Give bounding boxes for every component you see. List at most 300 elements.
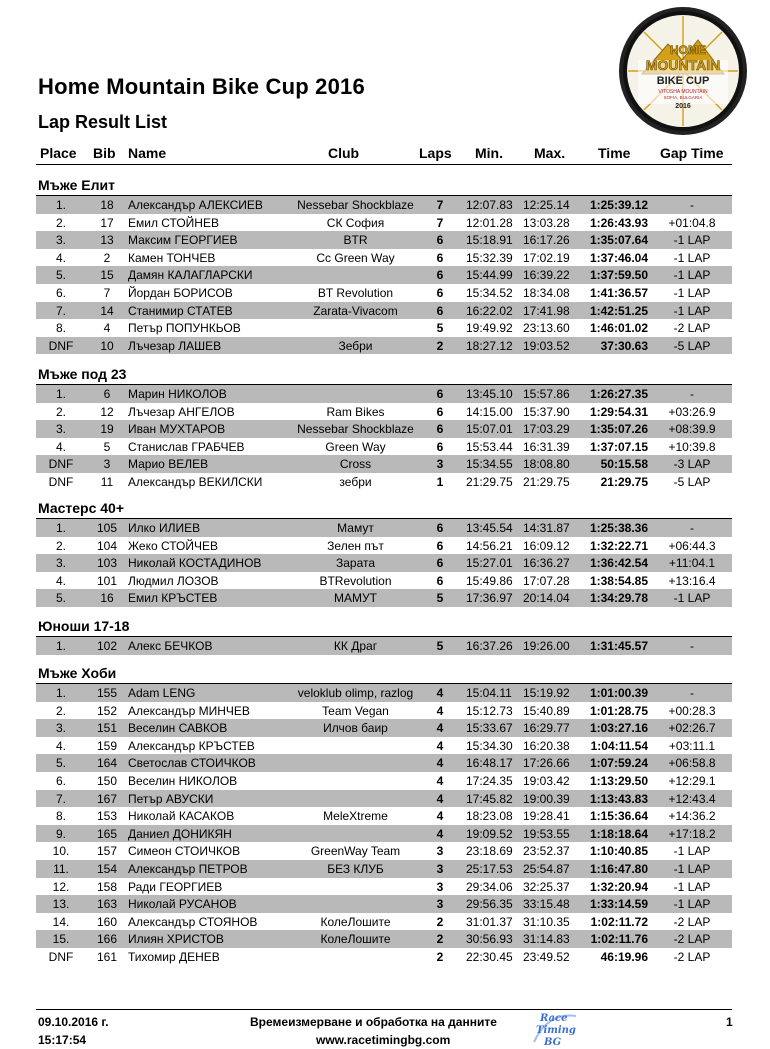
cell-place: 1. [55, 521, 66, 535]
cell-name: Александър КРЪСТЕВ [128, 738, 255, 753]
cell-bib: 13 [100, 233, 114, 248]
cell-min: 16:37.26 [466, 639, 513, 653]
cell-bib: 7 [103, 285, 111, 300]
cell-place: 7. [55, 791, 66, 806]
cell-min: 21:29.75 [466, 474, 513, 489]
table-row [36, 842, 732, 860]
cell-laps: 3 [436, 457, 444, 472]
cell-club: Zarata-Vivacom [313, 303, 398, 318]
cell-time: 1:04:11.54 [590, 738, 648, 753]
cell-time: 1:25:39.12 [589, 198, 648, 212]
cell-laps: 1 [436, 474, 444, 489]
logo-text-3: BIKE CUP [656, 75, 710, 87]
col-place: Place [40, 145, 77, 161]
cell-club: Cross [339, 457, 372, 472]
cell-gap: -2 LAP [673, 321, 711, 336]
cell-max: 15:37.90 [523, 404, 570, 419]
cell-laps: 4 [436, 809, 444, 824]
cell-name: Adam LENG [128, 686, 196, 700]
cell-time: 1:41:36.57 [589, 285, 648, 300]
cell-gap: +11:04.1 [668, 556, 716, 571]
cell-name: Людмил ЛОЗОВ [128, 573, 219, 588]
table-row [36, 637, 732, 655]
logo-timing: Timing [536, 1025, 576, 1036]
cell-club: veloklub olimp, razlog [297, 686, 414, 700]
cell-laps: 4 [436, 738, 444, 753]
cell-gap: +12:43.4 [668, 791, 716, 806]
page-subtitle: Lap Result List [38, 112, 168, 132]
cell-name: Александър СТОЯНОВ [128, 914, 258, 929]
cell-min: 16:22.02 [466, 303, 513, 318]
cell-min: 23:18.69 [466, 844, 513, 859]
cell-club: КолеЛошите [320, 932, 391, 947]
table-row [36, 930, 732, 948]
cell-time: 1:07:59.24 [589, 756, 648, 771]
cell-time: 1:18:18.64 [589, 826, 648, 841]
cell-min: 17:45.82 [466, 791, 513, 806]
cell-max: 21:29.75 [523, 474, 570, 489]
cell-bib: 157 [96, 844, 118, 859]
cell-club: Team Vegan [322, 703, 389, 718]
cell-club: Nessebar Shockblaze [297, 198, 414, 212]
cell-gap: -1 LAP [673, 250, 711, 265]
cell-min: 19:09.52 [466, 826, 513, 841]
cell-bib: 103 [96, 556, 118, 571]
cell-laps: 6 [436, 285, 444, 300]
cell-time: 46:19.96 [600, 949, 648, 964]
cell-max: 17:03.29 [523, 422, 570, 437]
cell-name: Светослав СТОИЧКОВ [128, 756, 256, 771]
table-row [36, 737, 732, 755]
cell-min: 15:34.55 [466, 457, 513, 472]
table-row [36, 249, 732, 267]
cell-gap: +08:39.9 [668, 422, 716, 437]
cell-name: Емил КРЪСТЕВ [128, 591, 218, 606]
cell-max: 25:54.87 [523, 861, 570, 876]
cell-name: Жеко СТОЙЧЕВ [128, 538, 219, 553]
cell-name: Александър АЛЕКСИЕВ [128, 198, 263, 212]
col-name: Name [128, 145, 167, 161]
cell-place: 10. [52, 844, 70, 859]
cell-laps: 7 [436, 198, 444, 212]
table-row [36, 772, 732, 790]
cell-min: 15:53.44 [466, 439, 513, 454]
cell-place: 6. [55, 773, 66, 788]
cell-bib: 167 [96, 791, 118, 806]
table-row [36, 572, 732, 590]
cell-name: Николай КАСАКОВ [128, 809, 235, 824]
cell-time: 1:01:00.39 [589, 686, 648, 700]
cell-club: Cc Green Way [316, 250, 395, 265]
cell-min: 14:15.00 [466, 404, 513, 419]
cell-name: Николай КОСТАДИНОВ [128, 556, 262, 571]
cell-laps: 6 [436, 404, 444, 419]
cell-laps: 6 [436, 233, 444, 248]
cell-club: Зелен път [327, 538, 384, 553]
cell-min: 15:49.86 [466, 573, 513, 588]
cell-bib: 6 [103, 387, 111, 401]
cell-max: 13:03.28 [523, 215, 570, 230]
cell-min: 17:36.97 [466, 591, 513, 606]
cell-name: Илиян ХРИСТОВ [128, 932, 224, 947]
cell-laps: 5 [436, 321, 444, 336]
cell-gap: -3 LAP [673, 457, 711, 472]
cell-time: 21:29.75 [600, 474, 648, 489]
cell-place: DNF [48, 949, 74, 964]
cell-laps: 3 [436, 897, 444, 912]
cell-min: 13:45.54 [466, 521, 513, 535]
cell-club: BTRevolution [319, 573, 392, 588]
cell-min: 14:56.21 [466, 538, 513, 553]
cell-name: Алекс БЕЧКОВ [128, 639, 213, 653]
cell-gap: - [690, 521, 694, 535]
cell-laps: 3 [436, 861, 444, 876]
logo-text-1: HOME [670, 43, 706, 57]
footer-date: 09.10.2016 г. [38, 1015, 109, 1029]
cell-laps: 2 [436, 932, 444, 947]
cell-laps: 6 [436, 268, 444, 283]
cell-max: 31:14.83 [523, 932, 570, 947]
table-row [36, 438, 732, 456]
cell-max: 19:26.00 [523, 639, 570, 653]
table-row [36, 196, 732, 214]
cell-gap: -5 LAP [673, 338, 711, 353]
cell-max: 19:03.52 [523, 338, 570, 353]
column-header [36, 143, 732, 165]
table-row [36, 589, 732, 607]
table-row [36, 878, 732, 896]
cell-laps: 4 [436, 773, 444, 788]
cell-name: Тихомир ДЕНЕВ [128, 949, 220, 964]
cell-bib: 5 [103, 439, 111, 454]
cell-place: 1. [55, 198, 66, 212]
cell-gap: - [690, 686, 694, 700]
cell-max: 31:10.35 [523, 914, 570, 929]
cell-min: 15:07.01 [466, 422, 513, 437]
cell-name: Веселин НИКОЛОВ [128, 773, 238, 788]
cell-min: 15:18.91 [466, 233, 513, 248]
cell-min: 29:56.35 [466, 897, 513, 912]
cell-max: 17:07.28 [523, 573, 570, 588]
logo-text-6: 2016 [675, 103, 691, 110]
cell-min: 15:12.73 [466, 703, 513, 718]
cell-time: 37:30.63 [600, 338, 648, 353]
cell-name: Лъчезар ЛАШЕВ [128, 338, 222, 353]
cell-laps: 4 [436, 686, 444, 700]
cell-max: 19:53.55 [523, 826, 570, 841]
cell-name: Марин НИКОЛОВ [128, 387, 227, 401]
cell-min: 12:07.83 [466, 198, 513, 212]
cell-place: 3. [55, 556, 66, 571]
cell-laps: 6 [436, 422, 444, 437]
cell-place: 6. [55, 285, 66, 300]
cell-gap: +01:04.8 [668, 215, 716, 230]
cell-gap: - [690, 198, 694, 212]
table-row [36, 455, 732, 473]
cell-max: 33:15.48 [523, 897, 570, 912]
cell-max: 12:25.14 [523, 198, 570, 212]
table-row [36, 554, 732, 572]
cell-club: Nessebar Shockblaze [297, 422, 414, 437]
table-row [36, 337, 732, 355]
cell-laps: 6 [436, 303, 444, 318]
cell-name: Марио ВЕЛЕВ [128, 457, 209, 472]
cell-time: 1:03:27.16 [589, 721, 648, 736]
cell-min: 29:34.06 [466, 879, 513, 894]
cell-laps: 6 [436, 538, 444, 553]
cell-club: МАМУТ [334, 591, 377, 606]
cell-bib: 11 [100, 474, 114, 489]
table-row [36, 860, 732, 878]
cell-bib: 4 [103, 321, 111, 336]
cell-laps: 5 [436, 591, 444, 606]
cell-time: 1:37:46.04 [589, 250, 648, 265]
cell-gap: +00:28.3 [668, 703, 716, 718]
cell-name: Ради ГЕОРГИЕВ [128, 879, 223, 894]
cell-place: 4. [55, 573, 66, 588]
cell-laps: 2 [436, 949, 444, 964]
results-table [36, 384, 732, 491]
cell-gap: +17:18.2 [668, 826, 716, 841]
cell-gap: -1 LAP [673, 303, 711, 318]
cell-name: Лъчезар АНГЕЛОВ [128, 404, 235, 419]
cell-time: 1:36:42.54 [589, 556, 648, 571]
cell-name: Камен ТОНЧЕВ [128, 250, 216, 265]
table-row [36, 684, 732, 702]
cell-place: 4. [55, 439, 66, 454]
cell-bib: 12 [100, 404, 114, 419]
cell-place: 3. [55, 233, 66, 248]
cell-laps: 4 [436, 791, 444, 806]
cell-club: MeleXtreme [323, 809, 388, 824]
cell-name: Даниел ДОНИКЯН [128, 826, 232, 841]
cell-time: 1:02:11.72 [590, 914, 648, 929]
cell-laps: 5 [436, 639, 444, 653]
cell-laps: 7 [436, 215, 444, 230]
category-title: Мастерс 40+ [38, 500, 125, 516]
cell-gap: - [690, 387, 694, 401]
cell-min: 13:45.10 [466, 387, 513, 401]
cell-name: Николай РУСАНОВ [128, 897, 237, 912]
cell-gap: +06:44.3 [668, 538, 716, 553]
cell-gap: -1 LAP [673, 285, 711, 300]
cell-min: 16:48.17 [466, 756, 513, 771]
logo-text-2: MOUNTAIN [645, 57, 721, 73]
cell-gap: -1 LAP [673, 591, 711, 606]
cell-bib: 155 [96, 686, 118, 700]
cell-max: 23:49.52 [523, 949, 570, 964]
cell-laps: 3 [436, 844, 444, 859]
cell-place: 14. [52, 914, 70, 929]
cell-time: 1:35:07.26 [589, 422, 648, 437]
cell-gap: +13:16.4 [668, 573, 716, 588]
cell-laps: 6 [436, 439, 444, 454]
cell-name: Петър ПОПУНКЬОВ [128, 321, 241, 336]
cell-max: 32:25.37 [523, 879, 570, 894]
category-title: Мъже Елит [38, 177, 115, 193]
cell-name: Йордан БОРИСОВ [128, 285, 233, 300]
table-row [36, 302, 732, 320]
logo-text-4: VITOSHA MOUNTAIN [658, 89, 708, 95]
cell-time: 1:35:07.64 [589, 233, 648, 248]
col-min: Min. [475, 145, 503, 161]
cell-gap: -1 LAP [673, 861, 711, 876]
cell-club: Ram Bikes [326, 404, 385, 419]
category-title: Мъже под 23 [38, 366, 127, 382]
cell-bib: 152 [96, 703, 118, 718]
cell-gap: +12:29.1 [668, 773, 716, 788]
cell-club: зебри [339, 474, 372, 489]
cell-min: 17:24.35 [466, 773, 513, 788]
col-max: Max. [534, 145, 566, 161]
cell-min: 15:34.52 [466, 285, 513, 300]
cell-gap: -1 LAP [673, 897, 711, 912]
cell-max: 16:09.12 [523, 538, 570, 553]
cell-max: 17:02.19 [523, 250, 570, 265]
cell-place: 1. [55, 639, 66, 653]
cell-bib: 165 [96, 826, 118, 841]
cell-laps: 6 [436, 573, 444, 588]
category-title: Мъже Хоби [38, 665, 117, 681]
cell-laps: 6 [436, 387, 444, 401]
cell-gap: +03:26.9 [668, 404, 716, 419]
results-table [36, 683, 732, 966]
cell-place: 5. [55, 591, 66, 606]
cell-bib: 102 [96, 639, 118, 653]
cell-bib: 17 [100, 215, 114, 230]
cell-max: 23:52.37 [523, 844, 570, 859]
table-row [36, 319, 732, 337]
cell-max: 19:03.42 [523, 773, 570, 788]
table-row [36, 948, 732, 966]
cell-gap: - [690, 639, 694, 653]
cell-max: 16:36.27 [523, 556, 570, 571]
logo-race: Race [540, 1013, 568, 1024]
table-row [36, 790, 732, 808]
cell-bib: 159 [96, 738, 118, 753]
cell-max: 15:40.89 [523, 703, 570, 718]
table-row [36, 403, 732, 421]
cell-time: 50:15.58 [600, 457, 648, 472]
cell-time: 1:33:14.59 [589, 897, 648, 912]
cell-max: 16:31.39 [523, 439, 570, 454]
cell-club: Green Way [325, 439, 386, 454]
cell-club: Мамут [337, 521, 374, 535]
cell-place: 2. [55, 215, 66, 230]
cell-place: 9. [55, 826, 66, 841]
cell-club: КК Драг [333, 639, 378, 653]
cell-time: 1:16:47.80 [589, 861, 648, 876]
footer-time: 15:17:54 [38, 1033, 87, 1047]
cell-time: 1:34:29.78 [589, 591, 648, 606]
cell-min: 18:27.12 [466, 338, 513, 353]
cell-bib: 3 [103, 457, 111, 472]
table-row [36, 284, 732, 302]
cell-bib: 15 [100, 268, 114, 283]
cell-gap: -2 LAP [673, 914, 711, 929]
cell-time: 1:46:01.02 [589, 321, 648, 336]
cell-name: Станимир СТАТЕВ [128, 303, 233, 318]
cell-bib: 101 [96, 573, 118, 588]
cell-laps: 2 [436, 338, 444, 353]
cell-gap: -1 LAP [673, 879, 711, 894]
cell-place: 8. [55, 321, 66, 336]
cell-time: 1:15:36.64 [589, 809, 648, 824]
cell-laps: 4 [436, 756, 444, 771]
cell-min: 18:23.08 [466, 809, 513, 824]
cell-club: Илчов баир [323, 721, 388, 736]
cell-max: 17:41.98 [523, 303, 570, 318]
logo-text-5: SOFIA, BULGARIA [663, 95, 703, 100]
cell-name: Максим ГЕОРГИЕВ [128, 233, 238, 248]
table-row [36, 473, 732, 491]
cell-club: BT Revolution [317, 285, 394, 300]
cell-place: 13. [52, 897, 70, 912]
cell-laps: 6 [436, 250, 444, 265]
table-row [36, 702, 732, 720]
cell-laps: 4 [436, 703, 444, 718]
footer-url[interactable]: www.racetimingbg.com [316, 1033, 451, 1047]
cell-name: Емил СТОЙНЕВ [128, 215, 219, 230]
cell-name: Александър ПЕТРОВ [128, 861, 248, 876]
cell-place: 7. [55, 303, 66, 318]
cell-place: DNF [48, 457, 74, 472]
cell-time: 1:31:45.57 [589, 639, 648, 653]
category-title: Юноши 17-18 [38, 618, 130, 634]
col-laps: Laps [419, 145, 452, 161]
cell-gap: -1 LAP [673, 268, 711, 283]
cell-time: 1:25:38.36 [589, 521, 648, 535]
cell-min: 15:27.01 [466, 556, 513, 571]
cell-place: 12. [52, 879, 70, 894]
cell-place: 3. [55, 422, 66, 437]
cell-bib: 104 [96, 538, 118, 553]
table-row [36, 214, 732, 232]
cell-bib: 153 [96, 809, 118, 824]
cell-bib: 14 [100, 303, 114, 318]
cell-max: 23:13.60 [523, 321, 570, 336]
cell-time: 1:38:54.85 [589, 573, 648, 588]
cell-bib: 16 [100, 591, 114, 606]
cell-laps: 6 [436, 521, 444, 535]
cell-min: 15:34.30 [466, 738, 513, 753]
cell-min: 19:49.92 [466, 321, 513, 336]
cell-club: Зарата [335, 556, 376, 571]
cell-place: 5. [55, 756, 66, 771]
cell-min: 31:01.37 [466, 914, 513, 929]
cell-max: 18:34.08 [523, 285, 570, 300]
cell-bib: 164 [96, 756, 118, 771]
table-row [36, 231, 732, 249]
col-time: Time [598, 145, 631, 161]
cell-gap: -2 LAP [673, 949, 711, 964]
cell-club: СК София [326, 215, 385, 230]
cell-name: Дамян КАЛАГЛАРСКИ [128, 268, 253, 283]
cell-place: 4. [55, 738, 66, 753]
cell-max: 15:19.92 [523, 686, 570, 700]
cell-max: 16:39.22 [523, 268, 570, 283]
cell-bib: 160 [96, 914, 118, 929]
cell-name: Веселин САВКОВ [128, 721, 228, 736]
cell-place: 2. [55, 404, 66, 419]
cell-bib: 105 [96, 521, 118, 535]
cell-name: Станислав ГРАБЧЕВ [128, 439, 245, 454]
cell-laps: 2 [436, 914, 444, 929]
cell-min: 15:33.67 [466, 721, 513, 736]
cell-place: 15. [52, 932, 70, 947]
cell-min: 15:44.99 [466, 268, 513, 283]
cell-bib: 10 [100, 338, 114, 353]
